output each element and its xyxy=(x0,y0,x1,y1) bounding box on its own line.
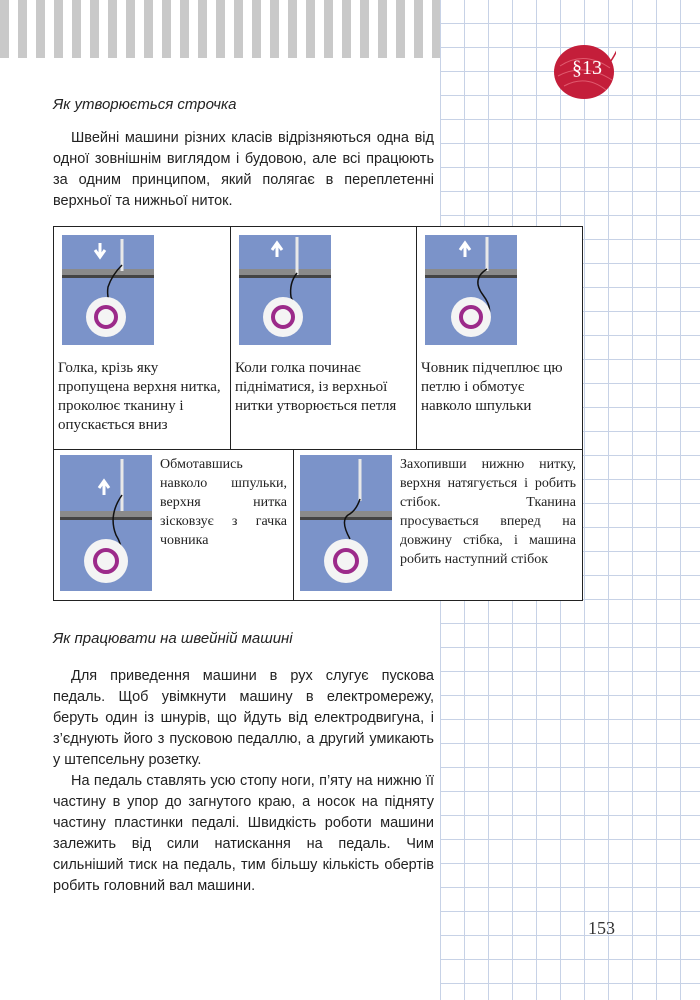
paragraph-pedal: Для приведення машини в рух слугує пускова педаль. Щоб увімкнути машину в електромережу, беруть один із шнурів, що йдуть від електродвигуна, і з’єднують його з пусковою педаллю, а другий умикають у штепсельну розетку. xyxy=(53,668,434,768)
step-cell-5 xyxy=(294,449,582,600)
step-4-caption: Обмотавшись навколо шпульки, верхня нитка зісковзує з гачка човника xyxy=(160,457,287,548)
stitch-steps-table xyxy=(53,226,583,601)
paragraph-intro: Швейні машини різних класів відрізняються одна від одної зовнішнім виглядом і будовою, але всі працюють за одним принципом, який полягає в переплетенні верхньої та нижньої ниток. xyxy=(53,130,434,209)
paragraph-pressure: На педаль ставлять усю стопу ноги, п’яту на нижню її частину в упор до загнутого краю, а носок на підняту частину пластинки педалі. Швидкість роботи машини залежить від сили натискання на педаль. Чим сильніший тиск на педаль, тим більшу кількість обертів робить головний вал машини. xyxy=(53,773,434,894)
step-3-illustration xyxy=(425,235,517,345)
step-1-illustration xyxy=(62,235,154,345)
page-number: 153 xyxy=(588,918,615,938)
step-5-illustration xyxy=(300,455,392,591)
step-3-caption: Човник підчеплює цю петлю і обмотує навколо шпульки xyxy=(421,360,563,414)
step-2-illustration xyxy=(239,235,331,345)
step-1-caption: Голка, крізь яку пропущена верхня нитка, проколює тканину і опускається вниз xyxy=(58,360,221,433)
step-2-caption: Коли голка починає підніматися, із верхньої нитки утворюється петля xyxy=(235,360,397,414)
section-number: §13 xyxy=(572,57,602,79)
section-heading-working: Як працювати на швейній машині xyxy=(53,630,293,647)
step-5-caption: Захопивши нижню нитку, верхня натягується і робить стібок. Тканина просувається вперед на довжину стібка, і машина робить наступний стібок xyxy=(400,457,576,567)
step-cell-1 xyxy=(54,227,231,449)
step-4-illustration xyxy=(60,455,152,591)
section-heading-stitch: Як утворюється строчка xyxy=(53,96,237,113)
step-cell-2 xyxy=(231,227,417,449)
step-cell-4 xyxy=(54,449,294,600)
step-cell-3 xyxy=(417,227,582,449)
